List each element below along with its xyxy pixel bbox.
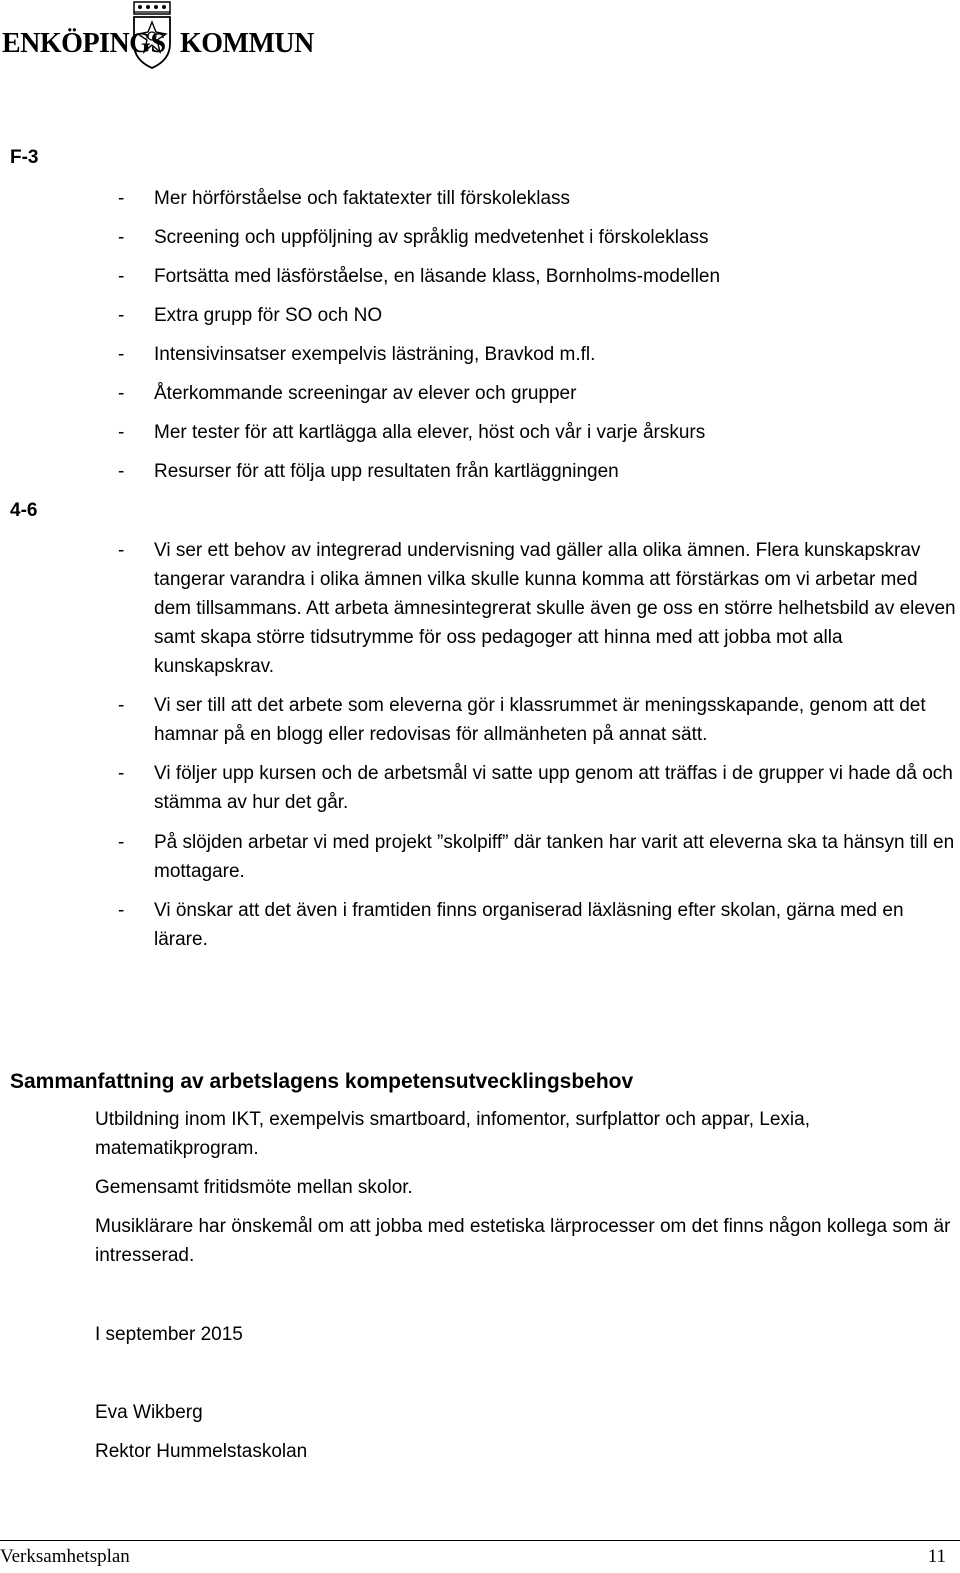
summary-paragraph: Gemensamt fritidsmöte mellan skolor. — [95, 1177, 413, 1198]
list-item-text: Återkommande screeningar av elever och grupper — [154, 383, 577, 404]
list-item-text: På slöjden arbetar vi med projekt ”skolpiff” där tanken har varit att eleverna ska ta hänsyn till en mottagare. — [154, 832, 955, 882]
list-item — [118, 759, 958, 817]
bullet-dash: - — [118, 383, 125, 404]
bullet-dash: - — [118, 540, 125, 561]
list-item-text: Extra grupp för SO och NO — [154, 305, 383, 326]
list-item-text: Vi följer upp kursen och de arbetsmål vi satte upp genom att träffas i de grupper vi hade då och stämma av hur det går. — [154, 763, 953, 813]
date-line: I september 2015 — [95, 1324, 243, 1345]
footer-divider — [0, 1540, 960, 1541]
section-label-f3: F-3 — [10, 147, 39, 168]
bullet-dash: - — [118, 305, 125, 326]
list-item-text: Vi ser till att det arbete som eleverna gör i klassrummet är meningsskapande, genom att det hamnar på en blogg eller redovisas för allmänheten på annat sätt. — [154, 695, 926, 745]
summary-paragraph: Musiklärare har önskemål om att jobba med estetiska lärprocesser om det finns någon kollega som är intresserad. — [95, 1216, 951, 1266]
section-label-4-6: 4-6 — [10, 500, 38, 521]
list-item — [118, 536, 958, 681]
bullet-dash: - — [118, 188, 125, 209]
bullet-dash: - — [118, 695, 125, 716]
municipal-crest-icon — [128, 0, 176, 70]
bullet-dash: - — [118, 422, 125, 443]
list-item — [118, 379, 958, 408]
bullet-dash: - — [118, 266, 125, 287]
summary-heading: Sammanfattning av arbetslagens kompetensutvecklingsbehov — [10, 1070, 634, 1093]
footer-page-number: 11 — [927, 1546, 946, 1567]
list-item — [118, 691, 958, 749]
list-item — [118, 896, 958, 954]
bullet-dash: - — [118, 900, 125, 921]
municipality-logo — [0, 0, 314, 72]
list-item-text: Fortsätta med läsförståelse, en läsande klass, Bornholms-modellen — [154, 266, 721, 287]
bullet-dash: - — [118, 832, 125, 853]
list-item-text: Vi ser ett behov av integrerad undervisning vad gäller alla olika ämnen. Flera kunskapskrav tangerar varandra i olika ämnen vilka skulle kunna komma att förstärkas om vi arbetar med dem tillsammans. Att arbeta ämnesintegrerat skulle även ge oss en större helhetsbild av eleven samt skapa större tidsutrymme för oss pedagoger att hinna med att jobba mot alla kunskapskrav. — [154, 540, 956, 677]
list-item — [118, 418, 958, 447]
list-item — [118, 301, 958, 330]
list-item — [118, 457, 958, 486]
bullet-dash: - — [118, 227, 125, 248]
signature-title: Rektor Hummelstaskolan — [95, 1441, 308, 1462]
signature-name: Eva Wikberg — [95, 1402, 203, 1423]
logo-text-right: KOMMUN — [180, 28, 314, 59]
bullet-dash: - — [118, 461, 125, 482]
list-item-text: Vi önskar att det även i framtiden finns organiserad läxläsning efter skolan, gärna med en lärare. — [154, 900, 904, 950]
footer-document-title: Verksamhetsplan — [0, 1546, 130, 1567]
bullet-dash: - — [118, 763, 125, 784]
list-item-text: Intensivinsatser exempelvis lästräning, Bravkod m.fl. — [154, 344, 596, 365]
list-item-text: Mer tester för att kartlägga alla elever, höst och vår i varje årskurs — [154, 422, 706, 443]
list-item — [118, 262, 958, 291]
list-item-text: Screening och uppföljning av språklig medvetenhet i förskoleklass — [154, 227, 709, 248]
list-item — [118, 340, 958, 369]
bullet-dash: - — [118, 344, 125, 365]
list-item-text: Mer hörförståelse och faktatexter till förskoleklass — [154, 188, 571, 209]
list-item — [118, 223, 958, 252]
logo-text-left: ENKÖPINGS — [2, 28, 166, 59]
list-item-text: Resurser för att följa upp resultaten från kartläggningen — [154, 461, 619, 482]
summary-paragraph: Utbildning inom IKT, exempelvis smartboard, infomentor, surfplattor och appar, Lexia, matematikprogram. — [95, 1109, 810, 1159]
list-item — [118, 828, 958, 886]
list-item — [118, 184, 958, 213]
